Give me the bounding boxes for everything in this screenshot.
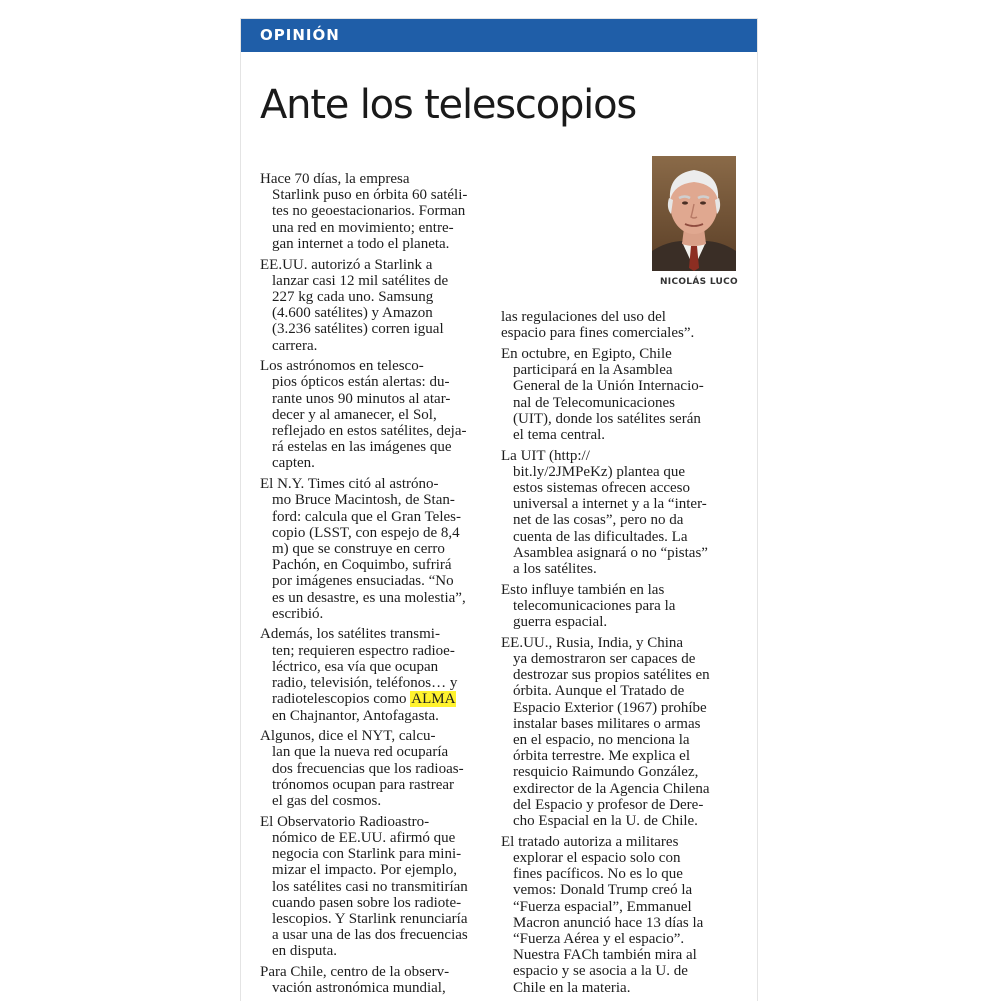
section-label: OPINIÓN [260,26,340,44]
text-line: reflejado en estos satélites, deja- [272,423,467,440]
paragraph [501,582,741,631]
text-line: decer y al amanecer, el Sol, [272,406,437,423]
text-line: ford: calcula que el Gran Teles- [272,508,462,525]
text-line: a usar una de las dos frecuencias [272,927,468,944]
text-line: El N.Y. Times citó al astróno- [260,476,439,493]
text-line: las regulaciones del uso del [501,309,666,325]
text-line: Nuestra FACh también mira al [513,947,697,964]
text-line: vación astronómica mundial, [272,980,446,997]
paragraph [260,257,490,354]
text-line [260,691,490,707]
text-line: copio (LSST, con espejo de 8,4 [272,524,460,541]
text-line: una red en movimiento; entre- [272,219,454,236]
text-line: negocia con Starlink para mini- [272,846,462,863]
text-line: telecomunicaciones para la [513,597,676,614]
text-line: a los satélites. [513,561,597,578]
text-line: estos sistemas ofrecen acceso [513,480,691,497]
text-line: bit.ly/2JMPeKz) plantea que [513,463,686,480]
text-line: Además, los satélites transmi- [260,626,440,643]
text-line: fines pacíficos. No es lo que [513,866,683,883]
text-line: Asamblea asignará o no “pistas” [513,544,708,561]
paragraph [501,309,741,341]
text-line: los satélites casi no transmitirían [272,878,468,895]
headline: Ante los telescopios [260,82,637,128]
text-fragment: radiotelescopios como [272,691,411,708]
text-line: EE.UU. autorizó a Starlink a [260,256,433,273]
paragraph [501,448,741,578]
text-line: “Fuerza espacial”, Emmanuel [513,898,692,915]
paragraph [260,358,490,471]
text-line: en Chajnantor, Antofagasta. [272,707,439,724]
paragraph [501,834,741,996]
text-line: órbita terrestre. Me explica el [513,748,690,765]
paragraph [260,814,490,960]
paragraph [260,171,490,252]
text-line: órbita. Aunque el Tratado de [513,683,685,700]
text-line: rá estelas en las imágenes que [272,439,452,456]
section-header [241,19,757,52]
text-line: Algunos, dice el NYT, calcu- [260,728,436,745]
paragraph [260,626,490,723]
portrait-image [652,156,736,271]
paragraph [501,635,741,829]
text-line: carrera. [272,337,318,354]
author-photo [652,156,736,271]
text-line: pios ópticos están alertas: du- [272,374,450,391]
text-line: trónomos ocupan para rastrear [272,776,455,793]
text-line: espacio y se asocia a la U. de [513,963,688,980]
text-line: net de las cosas”, pero no da [513,512,684,529]
text-line: escribió. [272,605,324,622]
highlighted-term: ALMA [411,691,456,708]
text-line: cho Espacial en la U. de Chile. [513,813,698,830]
text-line: vemos: Donald Trump creó la [513,882,693,899]
text-line: (3.236 satélites) corren igual [272,321,444,338]
text-line: guerra espacial. [513,614,608,631]
text-line: por imágenes ensuciadas. “No [272,573,454,590]
text-line: nal de Telecomunicaciones [513,394,675,411]
text-line: el tema central. [513,426,606,443]
paragraph [260,728,490,809]
newspaper-page [240,18,758,1001]
text-line: Para Chile, centro de la observ- [260,964,450,981]
text-line: gan internet a todo el planeta. [272,235,450,252]
text-line: El Observatorio Radioastro- [260,813,430,830]
text-line: dos frecuencias que los radioas- [272,760,464,777]
text-line: Chile en la materia. [513,979,631,996]
paragraph [260,964,490,996]
text-line: Starlink puso en órbita 60 satéli- [272,187,468,204]
text-line: lan que la nueva red ocuparía [272,744,449,761]
paragraph [501,346,741,443]
text-line: La UIT (http:// [501,447,590,464]
text-line: espacio para fines comerciales”. [501,325,695,342]
text-line: ten; requieren espectro radioe- [272,642,455,659]
author-byline: NICOLÁS LUCO [659,277,738,287]
text-line: EE.UU., Rusia, India, y China [501,634,684,651]
text-line: lanzar casi 12 mil satélites de [272,272,449,289]
text-line: participará en la Asamblea [513,362,673,379]
text-line: destrozar sus propios satélites en [513,667,710,684]
text-line: mizar el impacto. Por ejemplo, [272,862,457,879]
text-line: es un desastre, es una molestia”, [272,589,466,606]
text-line: El tratado autoriza a militares [501,833,679,850]
text-line: cuando pasen sobre los radiote- [272,894,462,911]
text-line: resquicio Raimundo González, [513,764,699,781]
text-line: nómico de EE.UU. afirmó que [272,829,456,846]
text-line: Macron anunció hace 13 días la [513,914,704,931]
text-line: tes no geoestacionarios. Forman [272,203,466,220]
text-line: rante unos 90 minutos al atar- [272,390,451,407]
text-line: En octubre, en Egipto, Chile [501,345,672,362]
text-line: cuenta de las dificultades. La [513,528,688,545]
text-line: Pachón, en Coquimbo, sufrirá [272,557,452,574]
text-line: Los astrónomos en telesco- [260,358,424,375]
text-line: General de la Unión Internacio- [513,378,704,395]
text-line: lescopios. Y Starlink renunciaría [272,910,468,927]
text-line: el gas del cosmos. [272,793,382,810]
text-line: m) que se construye en cerro [272,540,445,557]
text-line: (UIT), donde los satélites serán [513,410,701,427]
text-line: explorar el espacio solo con [513,850,681,866]
paragraph [260,476,490,622]
text-line: en el espacio, no menciona la [513,732,690,749]
text-line: Esto influye también en las [501,581,665,598]
text-line: instalar bases militares o armas [513,715,701,732]
text-line: Hace 70 días, la empresa [260,171,410,187]
text-line: en disputa. [272,943,337,960]
text-line: exdirector de la Agencia Chilena [513,780,710,797]
text-line: del Espacio y profesor de Dere- [513,796,704,813]
text-line: radio, televisión, teléfonos… y [272,675,458,692]
text-line: (4.600 satélites) y Amazon [272,305,433,322]
text-line: ya demostraron ser capaces de [513,651,696,668]
article-column-left [260,171,490,1001]
text-line: universal a internet y a la “inter- [513,496,707,513]
text-line: 227 kg cada uno. Samsung [272,288,434,305]
text-line: “Fuerza Aérea y el espacio”. [513,931,685,948]
text-line: léctrico, esa vía que ocupan [272,658,439,675]
article-column-right [501,309,741,1000]
text-line: mo Bruce Macintosh, de Stan- [272,492,455,509]
text-line: capten. [272,455,315,472]
text-line: Espacio Exterior (1967) prohíbe [513,699,707,716]
